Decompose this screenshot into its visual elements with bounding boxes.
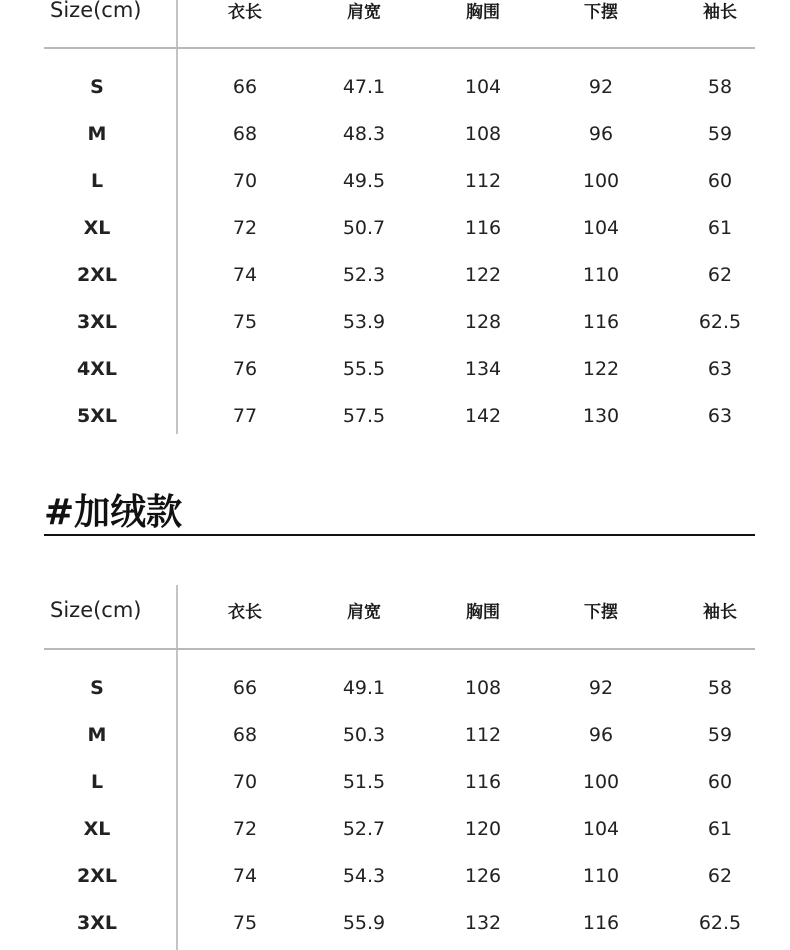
sleeve-cell: 58 <box>707 76 733 98</box>
header-divider <box>44 648 755 650</box>
chest-cell: 134 <box>464 358 502 380</box>
section-title-underline <box>44 534 755 536</box>
size-cell: 4XL <box>77 358 117 380</box>
shoulder-cell: 52.7 <box>342 818 386 840</box>
size-cell: XL <box>83 217 111 239</box>
header-length: 衣长 <box>228 602 262 623</box>
size-cell: M <box>87 724 107 746</box>
length-cell: 77 <box>232 405 258 427</box>
size-cell: 2XL <box>77 865 117 887</box>
header-size: Size(cm) <box>50 0 142 22</box>
length-cell: 68 <box>232 724 258 746</box>
length-cell: 66 <box>232 76 258 98</box>
shoulder-cell: 50.7 <box>342 217 386 239</box>
size-cell: S <box>90 677 104 699</box>
hem-cell: 116 <box>582 912 620 934</box>
hem-cell: 130 <box>582 405 620 427</box>
sleeve-cell: 61 <box>707 818 733 840</box>
chest-cell: 112 <box>464 724 502 746</box>
header-shoulder: 肩宽 <box>347 602 381 623</box>
chest-cell: 142 <box>464 405 502 427</box>
header-length: 衣长 <box>228 2 262 23</box>
sleeve-cell: 59 <box>707 123 733 145</box>
size-cell: XL <box>83 818 111 840</box>
shoulder-cell: 49.1 <box>342 677 386 699</box>
hem-cell: 110 <box>582 264 620 286</box>
hem-cell: 116 <box>582 311 620 333</box>
size-cell: S <box>90 76 104 98</box>
sleeve-cell: 62 <box>707 865 733 887</box>
sleeve-cell: 63 <box>707 358 733 380</box>
hem-cell: 122 <box>582 358 620 380</box>
section-title: #加绒款 <box>44 492 183 533</box>
length-cell: 70 <box>232 771 258 793</box>
length-cell: 74 <box>232 264 258 286</box>
length-cell: 75 <box>232 912 258 934</box>
chest-cell: 122 <box>464 264 502 286</box>
shoulder-cell: 54.3 <box>342 865 386 887</box>
shoulder-cell: 51.5 <box>342 771 386 793</box>
size-cell: 3XL <box>77 311 117 333</box>
chest-cell: 108 <box>464 123 502 145</box>
sleeve-cell: 61 <box>707 217 733 239</box>
hem-cell: 100 <box>582 771 620 793</box>
length-cell: 72 <box>232 818 258 840</box>
sleeve-cell: 60 <box>707 170 733 192</box>
sleeve-cell: 63 <box>707 405 733 427</box>
size-cell: 5XL <box>77 405 117 427</box>
sleeve-cell: 62 <box>707 264 733 286</box>
chest-cell: 132 <box>464 912 502 934</box>
header-shoulder: 肩宽 <box>347 2 381 23</box>
hem-cell: 92 <box>588 76 614 98</box>
header-hem: 下摆 <box>584 602 618 623</box>
column-divider <box>176 585 178 950</box>
shoulder-cell: 52.3 <box>342 264 386 286</box>
sleeve-cell: 58 <box>707 677 733 699</box>
header-chest: 胸围 <box>466 602 500 623</box>
sleeve-cell: 59 <box>707 724 733 746</box>
size-cell: L <box>90 170 104 192</box>
size-cell: L <box>90 771 104 793</box>
hem-cell: 110 <box>582 865 620 887</box>
hem-cell: 100 <box>582 170 620 192</box>
length-cell: 66 <box>232 677 258 699</box>
shoulder-cell: 53.9 <box>342 311 386 333</box>
hem-cell: 96 <box>588 724 614 746</box>
chest-cell: 116 <box>464 771 502 793</box>
length-cell: 74 <box>232 865 258 887</box>
size-cell: 3XL <box>77 912 117 934</box>
length-cell: 70 <box>232 170 258 192</box>
header-divider <box>44 47 755 49</box>
hem-cell: 104 <box>582 217 620 239</box>
hem-cell: 96 <box>588 123 614 145</box>
size-cell: M <box>87 123 107 145</box>
chest-cell: 112 <box>464 170 502 192</box>
chest-cell: 108 <box>464 677 502 699</box>
header-size: Size(cm) <box>50 598 142 622</box>
shoulder-cell: 50.3 <box>342 724 386 746</box>
shoulder-cell: 57.5 <box>342 405 386 427</box>
length-cell: 75 <box>232 311 258 333</box>
length-cell: 76 <box>232 358 258 380</box>
sleeve-cell: 60 <box>707 771 733 793</box>
header-hem: 下摆 <box>584 2 618 23</box>
hem-cell: 104 <box>582 818 620 840</box>
sleeve-cell: 62.5 <box>698 912 742 934</box>
chest-cell: 128 <box>464 311 502 333</box>
chest-cell: 116 <box>464 217 502 239</box>
header-chest: 胸围 <box>466 2 500 23</box>
shoulder-cell: 49.5 <box>342 170 386 192</box>
chest-cell: 120 <box>464 818 502 840</box>
chest-cell: 126 <box>464 865 502 887</box>
shoulder-cell: 48.3 <box>342 123 386 145</box>
length-cell: 72 <box>232 217 258 239</box>
header-sleeve: 袖长 <box>703 2 737 23</box>
header-sleeve: 袖长 <box>703 602 737 623</box>
hem-cell: 92 <box>588 677 614 699</box>
shoulder-cell: 55.9 <box>342 912 386 934</box>
shoulder-cell: 55.5 <box>342 358 386 380</box>
shoulder-cell: 47.1 <box>342 76 386 98</box>
size-cell: 2XL <box>77 264 117 286</box>
column-divider <box>176 0 178 434</box>
length-cell: 68 <box>232 123 258 145</box>
chest-cell: 104 <box>464 76 502 98</box>
sleeve-cell: 62.5 <box>698 311 742 333</box>
